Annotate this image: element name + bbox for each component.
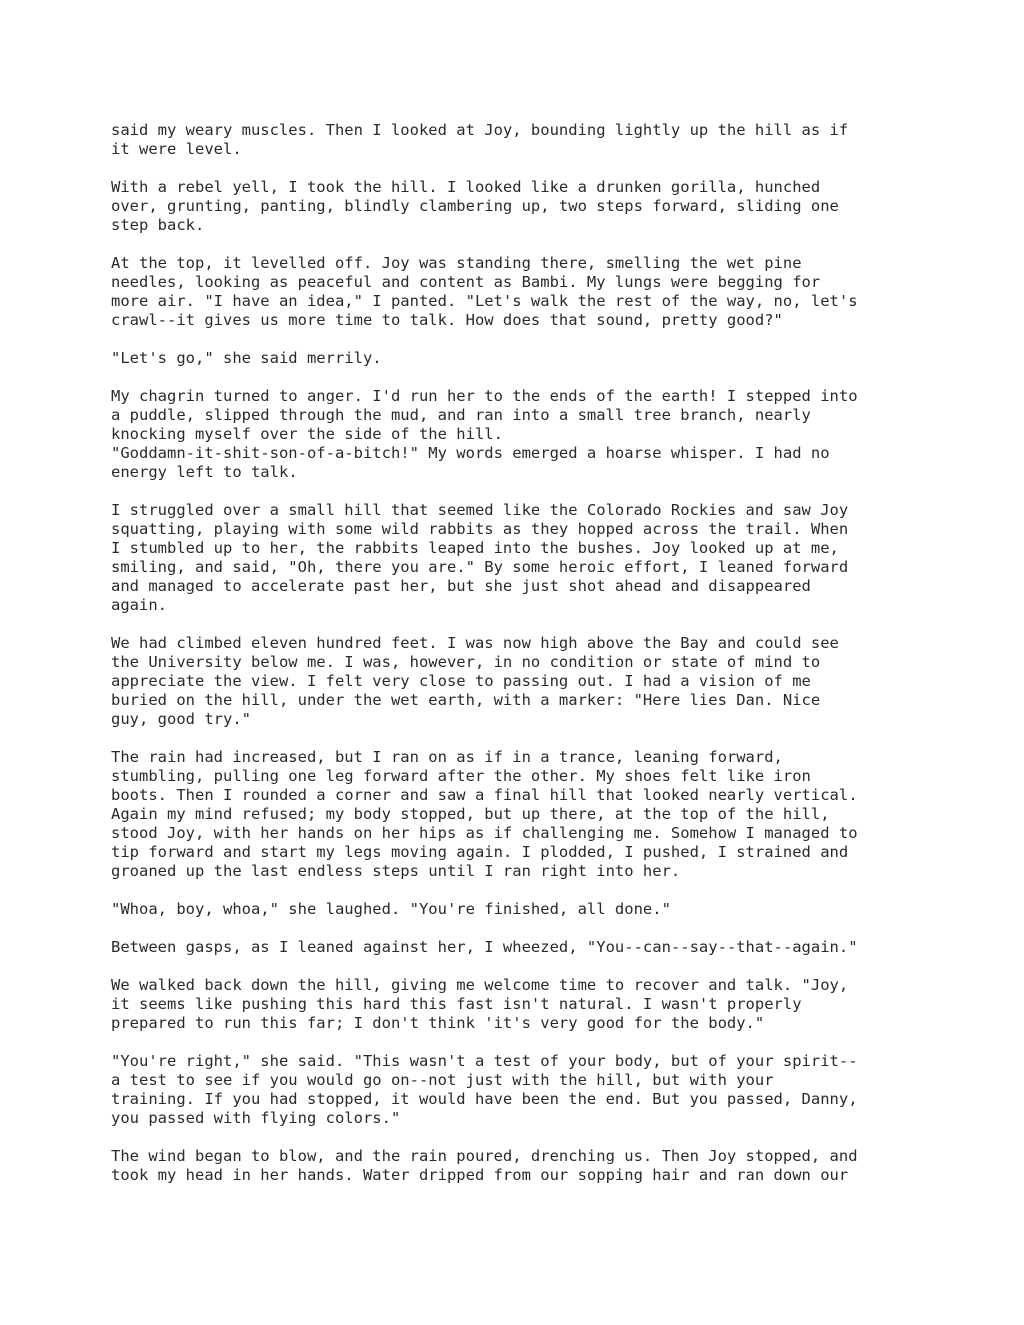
paragraph: Between gasps, as I leaned against her, I wheezed, "You--can--say--that--again." [111, 938, 858, 956]
paragraph: said my weary muscles. Then I looked at Joy, bounding lightly up the hill as if it were level. [111, 121, 849, 158]
paragraph: At the top, it levelled off. Joy was standing there, smelling the wet pine needles, looking as peaceful and content as Bambi. My lungs were begging for more air. "I have an idea," I panted. "Let's walk the rest of the way, no, let's crawl--it gives us more time to talk. How does that sound, pretty good?" [111, 254, 858, 329]
paragraph: With a rebel yell, I took the hill. I looked like a drunken gorilla, hunched over, grunting, panting, blindly clambering up, two steps forward, sliding one step back. [111, 178, 839, 234]
paragraph: The wind began to blow, and the rain poured, drenching us. Then Joy stopped, and took my head in her hands. Water dripped from our sopping hair and ran down our [111, 1147, 858, 1184]
paragraph: I struggled over a small hill that seemed like the Colorado Rockies and saw Joy squatting, playing with some wild rabbits as they hopped across the trail. When I stumbled up to her, the rabbits leaped into the bushes. Joy looked up at me, smiling, and said, "Oh, there you are." By some heroic effort, I leaned forward and managed to accelerate past her, but she just shot ahead and disappeared again. [111, 501, 849, 614]
paragraph: My chagrin turned to anger. I'd run her to the ends of the earth! I stepped into a puddle, slipped through the mud, and ran into a small tree branch, nearly knocking myself over the side of the hill. [111, 387, 858, 443]
paragraph: "Let's go," she said merrily. [111, 349, 382, 367]
paragraph: "Goddamn-it-shit-son-of-a-bitch!" My words emerged a hoarse whisper. I had no energy left to talk. [111, 444, 830, 481]
paragraph: "You're right," she said. "This wasn't a test of your body, but of your spirit-- a test to see if you would go on--not just with the hill, but with your training. If you had stopped, it would have been the end. But you passed, Danny, you passed with flying colors." [111, 1052, 858, 1127]
paragraph: We walked back down the hill, giving me welcome time to recover and talk. "Joy, it seems like pushing this hard this fast isn't natural. I wasn't properly prepared to run this far; I don't think 'it's very good for the body." [111, 976, 849, 1032]
paragraph: We had climbed eleven hundred feet. I was now high above the Bay and could see the University below me. I was, however, in no condition or state of mind to appreciate the view. I felt very close to passing out. I had a vision of me buried on the hill, under the wet earth, with a marker: "Here lies Dan. Nice guy, good try." [111, 634, 839, 728]
paragraph: The rain had increased, but I ran on as if in a trance, leaning forward, stumbling, pulling one leg forward after the other. My shoes felt like iron boots. Then I rounded a corner and saw a final hill that looked nearly vertical. Again my mind refused; my body stopped, but up there, at the top of the hill, stood Joy, with her hands on her hips as if challenging me. Somehow I managed to tip forward and start my legs moving again. I plodded, I pushed, I strained and groaned up the last endless steps until I ran right into her. [111, 748, 858, 880]
paragraph: "Whoa, boy, whoa," she laughed. "You're finished, all done." [111, 900, 671, 918]
document-page [111, 121, 931, 1204]
